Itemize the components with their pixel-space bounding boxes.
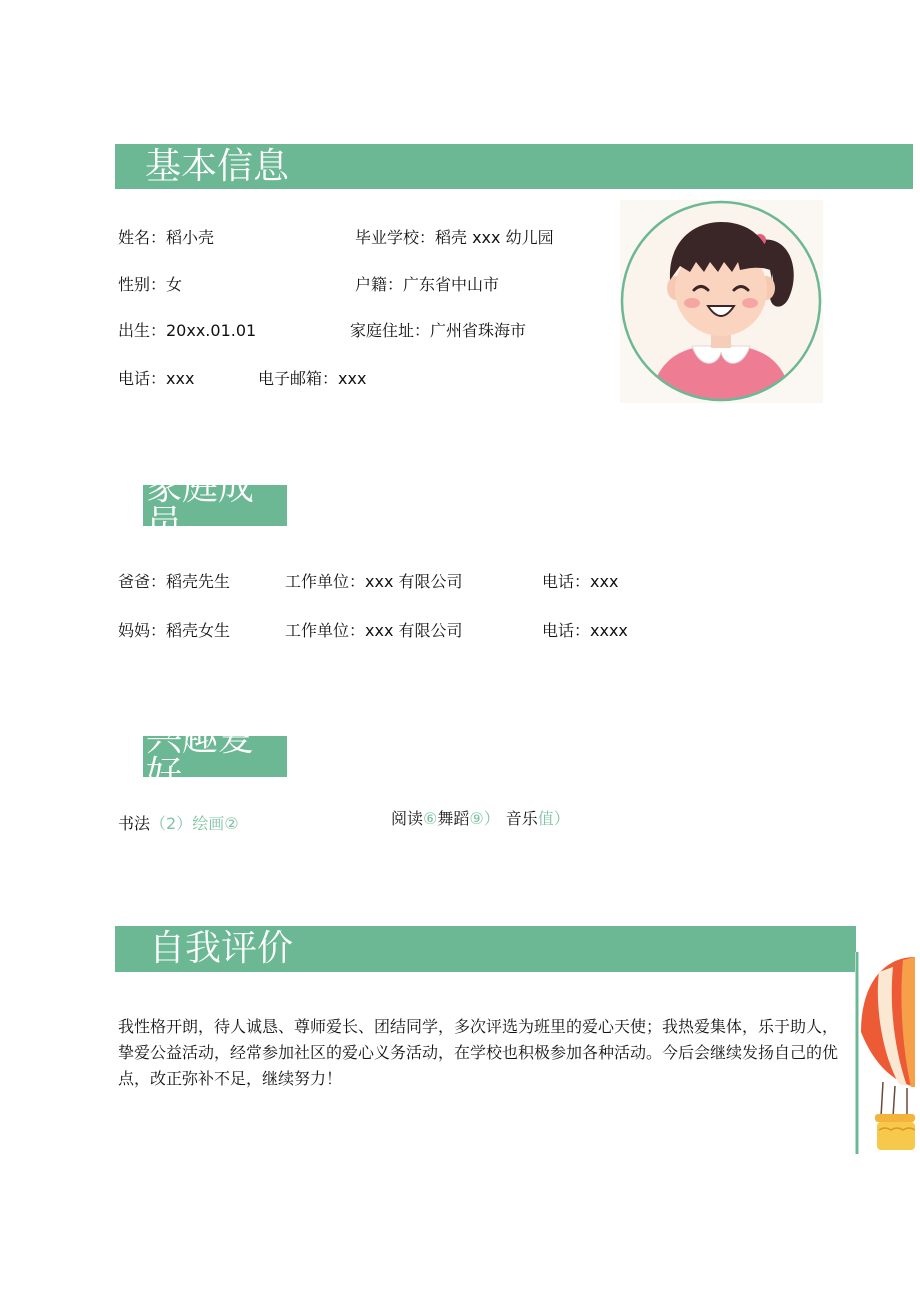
hobby-mark: ⑥ xyxy=(423,809,438,828)
avatar xyxy=(620,200,823,403)
section-title-self-evaluation: 自我评价 xyxy=(149,928,294,969)
section-header-basic-info xyxy=(115,144,913,189)
hobby-music: 音乐 xyxy=(505,809,538,828)
section-title-family: 家庭成员 xyxy=(146,466,255,544)
hot-air-balloon-icon xyxy=(855,952,915,1154)
section-title-basic-info: 基本信息 xyxy=(145,145,290,187)
section-header-hobbies xyxy=(143,717,287,795)
hobby-reading: 阅读 xyxy=(391,809,424,828)
basic-address: 家庭住址：广州省珠海市 xyxy=(350,321,527,340)
hobby-mark: ⑨） xyxy=(469,809,500,828)
hobby-mark: 值） xyxy=(537,809,570,828)
family-mother-member: 妈妈：稻壳女生 xyxy=(118,621,231,640)
hobbies-left xyxy=(118,811,239,834)
hobby-painting: 绘画② xyxy=(192,814,239,833)
basic-school: 毕业学校：稻壳 xxx 幼儿园 xyxy=(355,228,554,247)
family-father-work: 工作单位：xxx 有限公司 xyxy=(285,572,463,591)
family-mother-phone: 电话：xxxx xyxy=(542,621,628,640)
basic-phone: 电话：xxx xyxy=(118,369,195,388)
basic-hukou: 户籍：广东省中山市 xyxy=(355,275,500,294)
family-father-phone: 电话：xxx xyxy=(542,572,619,591)
girl-avatar-icon xyxy=(620,200,823,403)
section-header-family xyxy=(143,466,287,544)
hobby-dance: 舞蹈 xyxy=(437,809,470,828)
section-title-hobbies: 兴趣爱好 xyxy=(146,717,255,795)
basic-email: 电子邮箱：xxx xyxy=(258,369,367,388)
hobby-mark: （2） xyxy=(150,814,193,833)
family-mother-work: 工作单位：xxx 有限公司 xyxy=(285,621,463,640)
basic-name: 姓名：稻小壳 xyxy=(118,228,215,247)
family-father-member: 爸爸：稻壳先生 xyxy=(118,572,231,591)
basic-gender: 性别：女 xyxy=(118,275,183,294)
section-header-self-evaluation xyxy=(115,926,856,972)
balloon-decoration xyxy=(855,952,915,1154)
hobby-calligraphy: 书法 xyxy=(118,814,151,833)
self-evaluation-text: 我性格开朗，待人诚恳、尊师爱长、团结同学，多次评选为班里的爱心天使；我热爱集体，乐于助人，挚爱公益活动，经常参加社区的爱心义务活动，在学校也积极参加各种活动。今后会继续发扬自己的优点，改正弥补不足，继续努力！ xyxy=(118,1017,839,1088)
hobbies-right xyxy=(391,806,570,829)
basic-birth: 出生：20xx.01.01 xyxy=(118,321,257,340)
